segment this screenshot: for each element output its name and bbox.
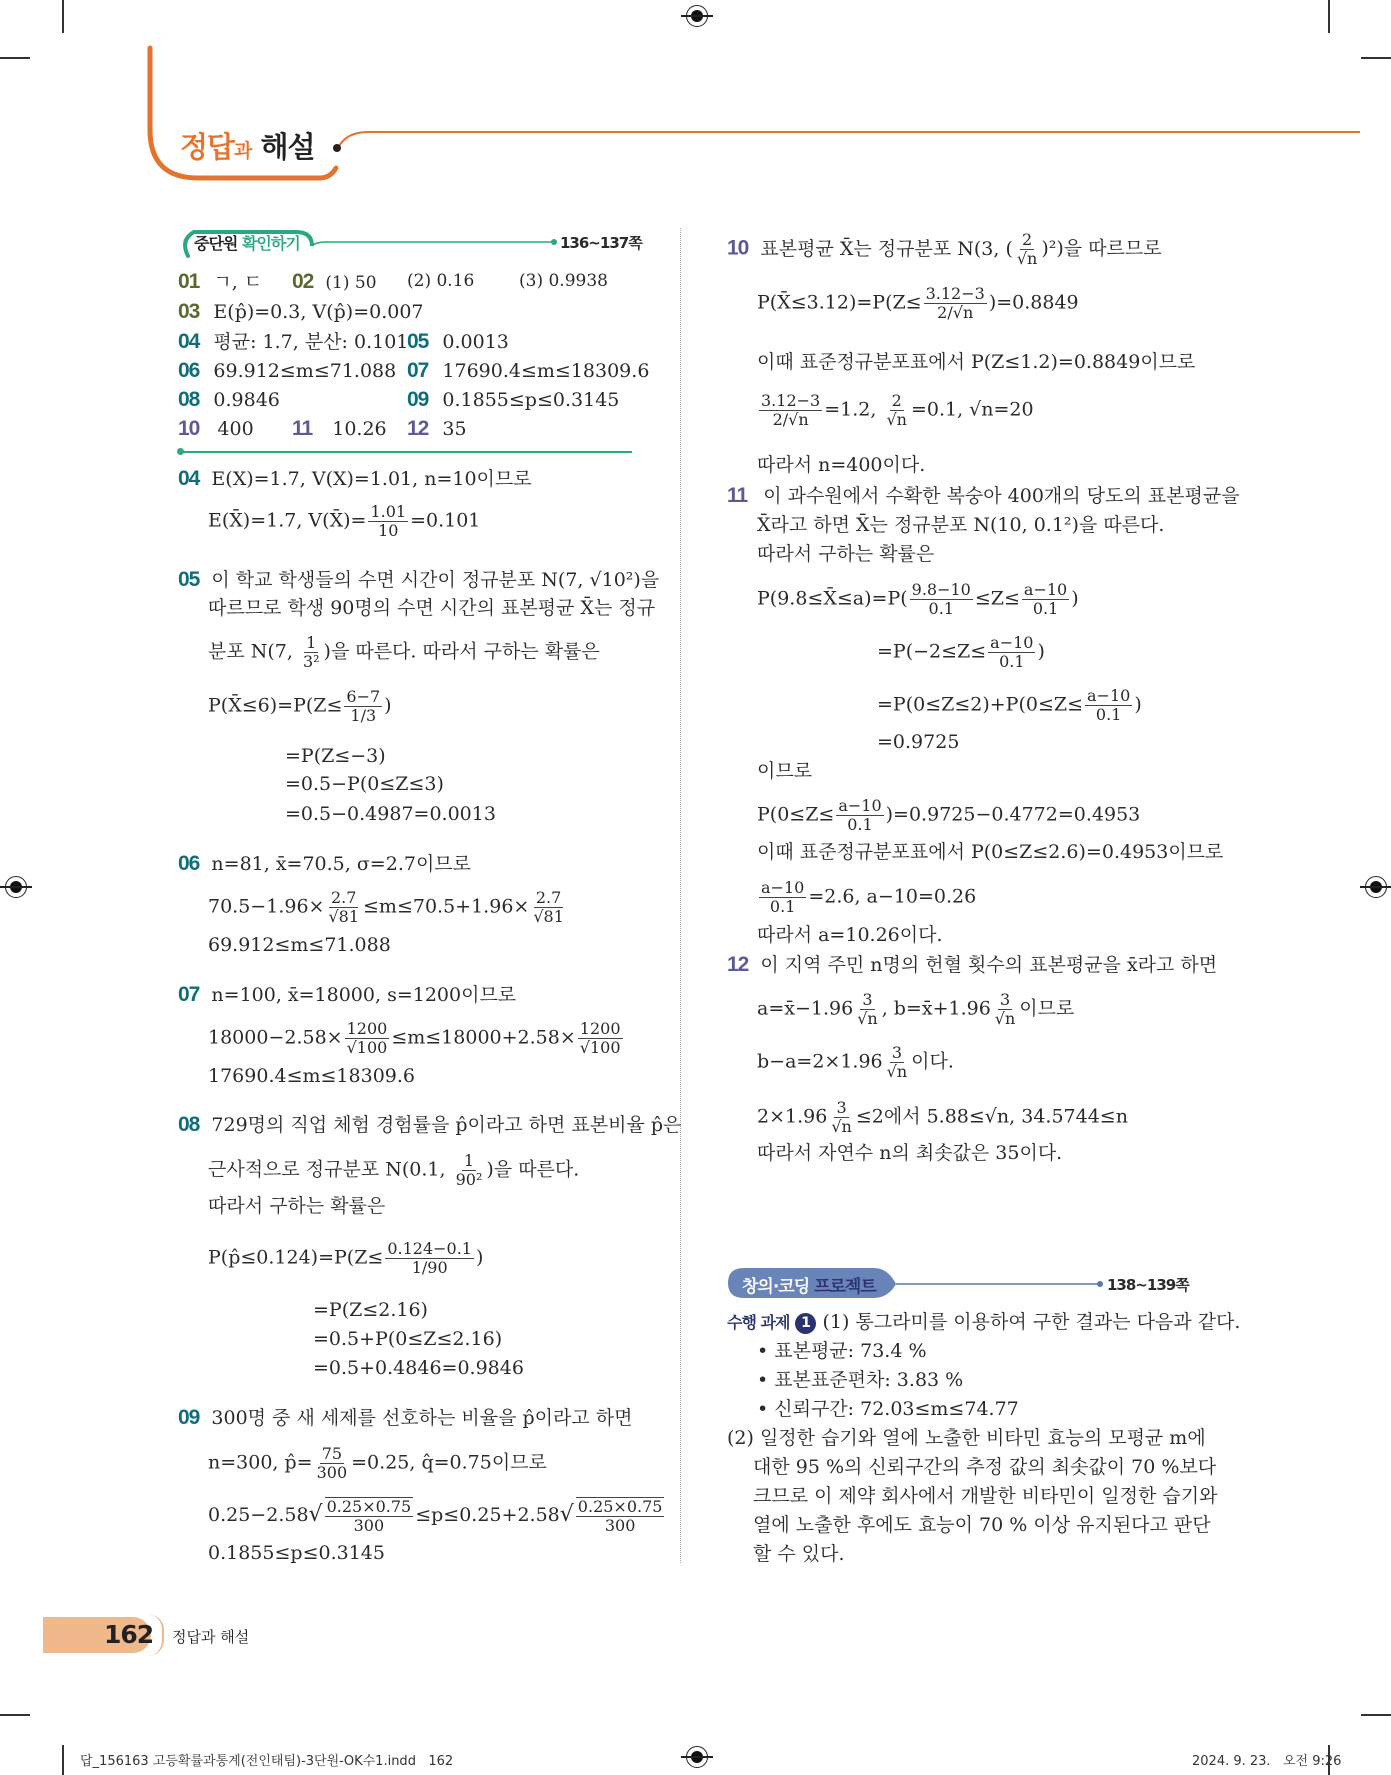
fraction (884, 392, 909, 429)
solution-text: E(X)=1.7, V(X)=1.01, n=10이므로 (211, 468, 532, 490)
numerator: 2.7 (535, 888, 562, 907)
denominator: 0.1 (928, 599, 954, 618)
answer-row (178, 385, 280, 415)
solution-line: 17690.4≤m≤18309.6 (208, 1065, 415, 1087)
answer-row (407, 356, 649, 386)
fraction (576, 1497, 665, 1535)
file-info: 답_156163 고등확률과통계(전인태팀)-3단원-OK수1.indd 162 (80, 1754, 454, 1769)
answer-text: 35 (442, 418, 467, 440)
answer-number: 12 (407, 417, 429, 440)
header-decoration (140, 40, 1362, 185)
fraction (759, 879, 806, 916)
paragraph-line: 대한 95 %의 신뢰구간의 추정 값의 최솟값이 70 %보다 (753, 1456, 1217, 1478)
solution-line (208, 1497, 666, 1535)
solution-07 (178, 980, 516, 1010)
denominator: √100 (346, 1038, 388, 1057)
math-text: 분포 N(7, (208, 640, 299, 663)
fraction (326, 889, 361, 926)
math-text: ≤p≤0.25+2.58 (415, 1504, 560, 1526)
fraction (993, 991, 1018, 1028)
math-text: n=300, p̂= (208, 1451, 313, 1474)
fraction (315, 1445, 350, 1482)
solution-11 (727, 481, 1240, 511)
math-text: ) (1071, 587, 1079, 610)
solution-text: 이 지역 주민 n명의 헌혈 횟수의 표본평균을 x̄라고 하면 (760, 954, 1218, 976)
solution-line (208, 1445, 547, 1482)
math-text: ≤2에서 5.88≤√n, 34.5744≤n (855, 1105, 1128, 1128)
math-text: =0.25, q̂=0.75이므로 (351, 1451, 547, 1474)
solution-number: 12 (727, 953, 749, 976)
denominator: 90² (455, 1170, 483, 1189)
solution-line (757, 392, 1034, 429)
numerator: 1 (306, 633, 317, 652)
numerator: a−10 (1087, 686, 1131, 705)
paragraph-line: 할 수 있다. (753, 1543, 845, 1565)
badge-text: 창의·코딩 (742, 1277, 810, 1297)
numerator: 2 (1022, 230, 1033, 249)
solution-04 (178, 464, 532, 494)
numerator: 1200 (346, 1019, 388, 1038)
solution-number: 08 (178, 1113, 200, 1136)
denominator: 2/√n (772, 410, 809, 429)
solution-line (757, 991, 1074, 1028)
paragraph-line: (2) 일정한 습기와 열에 노출한 비타민 효능의 모평균 m에 (727, 1427, 1206, 1449)
answer-text: (1) 50 (325, 273, 377, 293)
solution-number: 06 (178, 852, 200, 875)
timestamp: 2024. 9. 23. 오전 9:26 (1192, 1754, 1342, 1769)
divider (180, 451, 632, 453)
solution-06 (178, 849, 471, 879)
answer-number: 11 (292, 417, 313, 440)
answer-number: 09 (407, 388, 429, 411)
math-text: ≤m≤18000+2.58× (391, 1026, 576, 1049)
denominator: √n (831, 1117, 852, 1136)
math-text: 70.5−1.96× (208, 895, 325, 918)
crop-mark (62, 1745, 64, 1775)
math-text: ) (475, 1246, 484, 1269)
denominator: 300 (316, 1463, 348, 1482)
denominator: √n (886, 410, 907, 429)
answer-text: 0.1855≤p≤0.3145 (442, 389, 620, 411)
fraction (1085, 687, 1132, 724)
solution-line: 이때 표준정규분포표에서 P(0≤Z≤2.6)=0.4953이므로 (757, 841, 1224, 863)
math-text: )을 따른다. (486, 1158, 580, 1181)
solution-line: =P(Z≤−3) (285, 745, 386, 767)
numerator: 3.12−3 (925, 284, 985, 303)
fraction (1022, 581, 1069, 618)
math-text: 이다. (911, 1050, 954, 1073)
crop-mark (1361, 57, 1391, 59)
solution-line: =0.5+P(0≤Z≤2.16) (313, 1328, 503, 1350)
math-text: ≤Z≤ (974, 587, 1020, 610)
answer-row (178, 356, 396, 386)
title-part: 해설 (260, 130, 315, 164)
denominator: √n (994, 1009, 1016, 1028)
title-part: 정답 (180, 130, 235, 164)
math-text: a=x̄−1.96 (757, 997, 854, 1020)
solution-line: =0.5+0.4846=0.9846 (313, 1357, 524, 1379)
denominator: 300 (604, 1516, 636, 1535)
fraction (1015, 231, 1040, 268)
solution-number: 05 (178, 568, 200, 591)
solution-text: 300명 중 새 세제를 선호하는 비율을 p̂이라고 하면 (211, 1407, 633, 1429)
crop-mark (0, 57, 30, 59)
math-text: )을 따른다. 따라서 구하는 확률은 (323, 640, 600, 663)
answer-text: ㄱ, ㄷ (213, 271, 263, 293)
numerator: 3 (891, 1043, 902, 1062)
solution-line (757, 1044, 954, 1081)
solution-05 (178, 565, 659, 595)
divider-dot (177, 448, 184, 455)
math-text: 이므로 (1019, 997, 1075, 1020)
math-text: P(0≤Z≤ (757, 803, 835, 826)
denominator: √n (857, 1009, 878, 1028)
crop-mark (1361, 1714, 1391, 1716)
solution-line: 따라서 자연수 n의 최솟값은 35이다. (757, 1142, 1063, 1164)
solution-line (208, 688, 392, 725)
fraction (829, 1099, 854, 1136)
registration-mark-icon (686, 1746, 708, 1768)
registration-mark-icon (5, 876, 27, 898)
numerator: 75 (321, 1444, 343, 1463)
answer-text: 400 (217, 418, 254, 440)
numerator: 6−7 (346, 687, 381, 706)
math-text: ) (1134, 693, 1142, 716)
math-text: , b=x̄+1.96 (881, 997, 991, 1020)
bullet-item: • 표본표준편차: 3.83 % (757, 1369, 964, 1391)
solution-line: 이때 표준정규분포표에서 P(Z≤1.2)=0.8849이므로 (757, 351, 1196, 373)
task-text: (1) 통그라미를 이용하여 구한 결과는 다음과 같다. (822, 1311, 1241, 1333)
math-text: 2×1.96 (757, 1105, 828, 1128)
task-line (727, 1308, 1240, 1337)
math-text: ≤m≤70.5+1.96× (363, 895, 530, 918)
fraction (368, 503, 408, 540)
answer-number: 07 (407, 359, 429, 382)
fraction (836, 797, 883, 834)
math-text: P(X̄≤6)=P(Z≤ (208, 694, 343, 717)
solution-line (757, 285, 1079, 322)
page-range: 136~137쪽 (560, 234, 642, 252)
fraction (759, 392, 822, 429)
solution-text: n=100, x̄=18000, s=1200이므로 (211, 984, 517, 1006)
paragraph-line: 열에 노출한 후에도 효능이 70 % 이상 유지된다고 판단 (753, 1514, 1211, 1536)
bullet-item: • 표본평균: 73.4 % (757, 1340, 927, 1362)
answer-number: 03 (178, 300, 200, 323)
fraction (988, 634, 1035, 671)
denominator: √100 (579, 1038, 621, 1057)
math-text: 0.25−2.58 (208, 1504, 309, 1526)
answer-text: (3) 0.9938 (519, 271, 608, 291)
solution-line: 따라서 a=10.26이다. (757, 924, 943, 946)
answer-row (178, 414, 254, 444)
math-text: =1.2, (824, 398, 883, 421)
solution-line: =0.5−0.4987=0.0013 (285, 803, 496, 825)
numerator: 0.25×0.75 (326, 1497, 412, 1516)
answer-number: 08 (178, 388, 200, 411)
solution-number: 11 (727, 484, 748, 507)
math-text: E(X̄)=1.7, V(X̄)= (208, 509, 367, 532)
fraction (924, 285, 987, 322)
math-text: =P(−2≤Z≤ (877, 640, 987, 663)
solution-10 (727, 231, 1162, 268)
solution-line: 따라서 구하는 확률은 (208, 1195, 386, 1217)
fraction (385, 1240, 474, 1277)
fraction (344, 688, 382, 725)
math-text: )=0.8849 (988, 291, 1079, 314)
solution-line: =0.5−P(0≤Z≤3) (285, 773, 444, 795)
answer-row (178, 267, 262, 297)
answer-number: 04 (178, 330, 200, 353)
answer-row (178, 327, 408, 357)
denominator: 300 (353, 1516, 385, 1535)
solution-line: =P(Z≤2.16) (313, 1299, 428, 1321)
crop-mark (62, 0, 64, 33)
project-badge (742, 1272, 876, 1297)
math-text: =P(0≤Z≤2)+P(0≤Z≤ (877, 693, 1083, 716)
badge-text: 중단원 (194, 234, 238, 253)
solution-line: 이므로 (757, 760, 813, 782)
badge-text: 프로젝트 (814, 1277, 876, 1297)
page-range: 138~139쪽 (1107, 1276, 1189, 1294)
denominator: 3² (302, 652, 320, 671)
fraction (855, 991, 880, 1028)
numerator: 1200 (579, 1019, 621, 1038)
solution-line (208, 634, 600, 671)
crop-mark (1328, 0, 1330, 33)
math-text: P(X̄≤3.12)=P(Z≤ (757, 291, 922, 314)
numerator: a−10 (990, 633, 1034, 652)
numerator: 3 (862, 990, 873, 1009)
solution-line (757, 581, 1079, 618)
math-text: P(p̂≤0.124)=P(Z≤ (208, 1246, 384, 1269)
review-badge (194, 231, 300, 254)
solution-08 (178, 1110, 681, 1140)
answer-row (407, 414, 467, 444)
solution-09 (178, 1403, 632, 1433)
numerator: 0.124−0.1 (387, 1239, 472, 1258)
math-text: )²)을 따르므로 (1041, 237, 1162, 260)
solution-line: X̄라고 하면 X̄는 정규분포 N(10, 0.1²)을 따른다. (757, 514, 1165, 536)
numerator: 3.12−3 (761, 391, 821, 410)
numerator: 0.25×0.75 (577, 1497, 663, 1516)
solution-line: =0.9725 (877, 731, 960, 753)
answer-number: 10 (178, 417, 200, 440)
solution-number: 04 (178, 467, 200, 490)
task-number-badge: 1 (795, 1313, 816, 1334)
registration-mark-icon (686, 5, 708, 27)
solution-line (757, 879, 976, 916)
numerator: 9.8−10 (911, 580, 971, 599)
solution-number: 07 (178, 983, 200, 1006)
registration-mark-icon (1365, 876, 1387, 898)
denominator: √81 (328, 907, 360, 926)
solution-line: 69.912≤m≤71.088 (208, 934, 391, 956)
solution-number: 09 (178, 1406, 200, 1429)
solution-line: 0.1855≤p≤0.3145 (208, 1542, 385, 1564)
numerator: 2 (891, 391, 902, 410)
math-text: P(9.8≤X̄≤a)=P( (757, 587, 908, 610)
denominator: √n (1016, 249, 1038, 268)
math-text: =0.1, √n=20 (910, 398, 1034, 421)
answer-number: 05 (407, 330, 429, 353)
denominator: √n (886, 1062, 908, 1081)
answer-row (292, 414, 387, 444)
badge-text: 확인하기 (241, 234, 300, 253)
solution-12 (727, 950, 1217, 980)
denominator: 0.1 (847, 815, 873, 834)
math-text: ) (384, 694, 392, 717)
numerator: 1 (463, 1151, 475, 1170)
answer-number: 02 (292, 270, 314, 293)
numerator: 3 (999, 990, 1011, 1009)
answer-row (292, 267, 377, 298)
answer-text: 17690.4≤m≤18309.6 (442, 360, 650, 382)
answer-text: (2) 0.16 (407, 271, 475, 291)
denominator: 1/3 (350, 706, 377, 725)
crop-mark (0, 1714, 30, 1716)
answer-text: E(p̂)=0.3, V(p̂)=0.007 (213, 301, 424, 323)
solution-text: 이 학교 학생들의 수면 시간이 정규분포 N(7, √10²)을 (211, 569, 660, 591)
fraction (578, 1020, 623, 1057)
solution-number: 10 (727, 236, 749, 260)
sqrt-icon: √ (308, 1502, 323, 1527)
solution-line: 따라서 구하는 확률은 (757, 543, 935, 565)
math-text: =0.101 (410, 509, 481, 532)
denominator: √81 (533, 907, 564, 926)
numerator: a−10 (1023, 580, 1068, 599)
sqrt-icon: √ (559, 1502, 574, 1527)
answer-text: 0.0013 (442, 331, 509, 353)
math-text: 표본평균 X̄는 정규분포 N(3, ( (760, 237, 1013, 260)
numerator: a−10 (761, 878, 805, 897)
numerator: a−10 (838, 796, 882, 815)
math-text: 근사적으로 정규분포 N(0.1, (208, 1158, 452, 1181)
denominator: 0.1 (769, 897, 796, 916)
solution-line: 따르므로 학생 90명의 수면 시간의 표본평균 X̄는 정규 (208, 597, 656, 619)
paragraph-line: 크므로 이 제약 회사에서 개발한 비타민이 일정한 습기와 (753, 1485, 1218, 1507)
title-part: 과 (234, 140, 252, 162)
denominator: 2/√n (937, 303, 974, 322)
fraction (885, 1044, 910, 1081)
solution-line (757, 1099, 1128, 1136)
answer-row (407, 327, 509, 357)
solution-text: n=81, x̄=70.5, σ=2.7이므로 (211, 853, 472, 875)
math-text: =2.6, a−10=0.26 (808, 885, 977, 908)
bullet-item: • 신뢰구간: 72.03≤m≤74.77 (757, 1398, 1019, 1420)
column-divider (680, 228, 681, 1563)
numerator: 3 (836, 1098, 847, 1117)
task-label: 수행 과제 (727, 1313, 790, 1332)
answer-text: 10.26 (332, 418, 387, 440)
fraction (301, 634, 322, 671)
fraction (325, 1497, 414, 1535)
solution-line: 따라서 n=400이다. (757, 454, 926, 476)
answer-row (178, 297, 424, 327)
denominator: 10 (378, 521, 399, 540)
numerator: 1.01 (370, 502, 407, 521)
page-number: 162 (104, 1620, 154, 1649)
denominator: 0.1 (999, 652, 1025, 671)
fraction (531, 889, 566, 926)
math-text: )=0.9725−0.4772=0.4953 (885, 803, 1141, 826)
solution-line (208, 1152, 579, 1189)
answer-text: 69.912≤m≤71.088 (213, 360, 397, 382)
math-text: 18000−2.58× (208, 1026, 343, 1049)
footer-section: 정답과 해설 (172, 1628, 250, 1646)
denominator: 0.1 (1095, 705, 1122, 724)
answer-text: 0.9846 (213, 389, 280, 411)
solution-text: 729명의 직업 체험 경험률을 p̂이라고 하면 표본비율 p̂은 (211, 1114, 682, 1136)
solution-text: 이 과수원에서 수확한 복숭아 400개의 당도의 표본평균을 (763, 485, 1240, 507)
solution-line (208, 503, 480, 540)
answer-number: 01 (178, 270, 200, 293)
solution-line (757, 797, 1140, 834)
solution-line (877, 634, 1045, 671)
numerator: 2.7 (331, 888, 357, 907)
answer-row (407, 385, 619, 415)
math-text: ) (1037, 640, 1045, 663)
answer-number: 06 (178, 359, 200, 382)
solution-line (208, 1240, 483, 1277)
denominator: 0.1 (1032, 599, 1059, 618)
fraction (345, 1020, 390, 1057)
solution-line (877, 687, 1142, 724)
fraction (910, 581, 973, 618)
answer-text: 평균: 1.7, 분산: 0.101 (213, 331, 409, 353)
page-title (180, 125, 315, 166)
math-text: b−a=2×1.96 (757, 1050, 883, 1073)
solution-line (208, 889, 568, 926)
fraction (454, 1152, 485, 1189)
solution-line (208, 1020, 625, 1057)
denominator: 1/90 (411, 1258, 448, 1277)
